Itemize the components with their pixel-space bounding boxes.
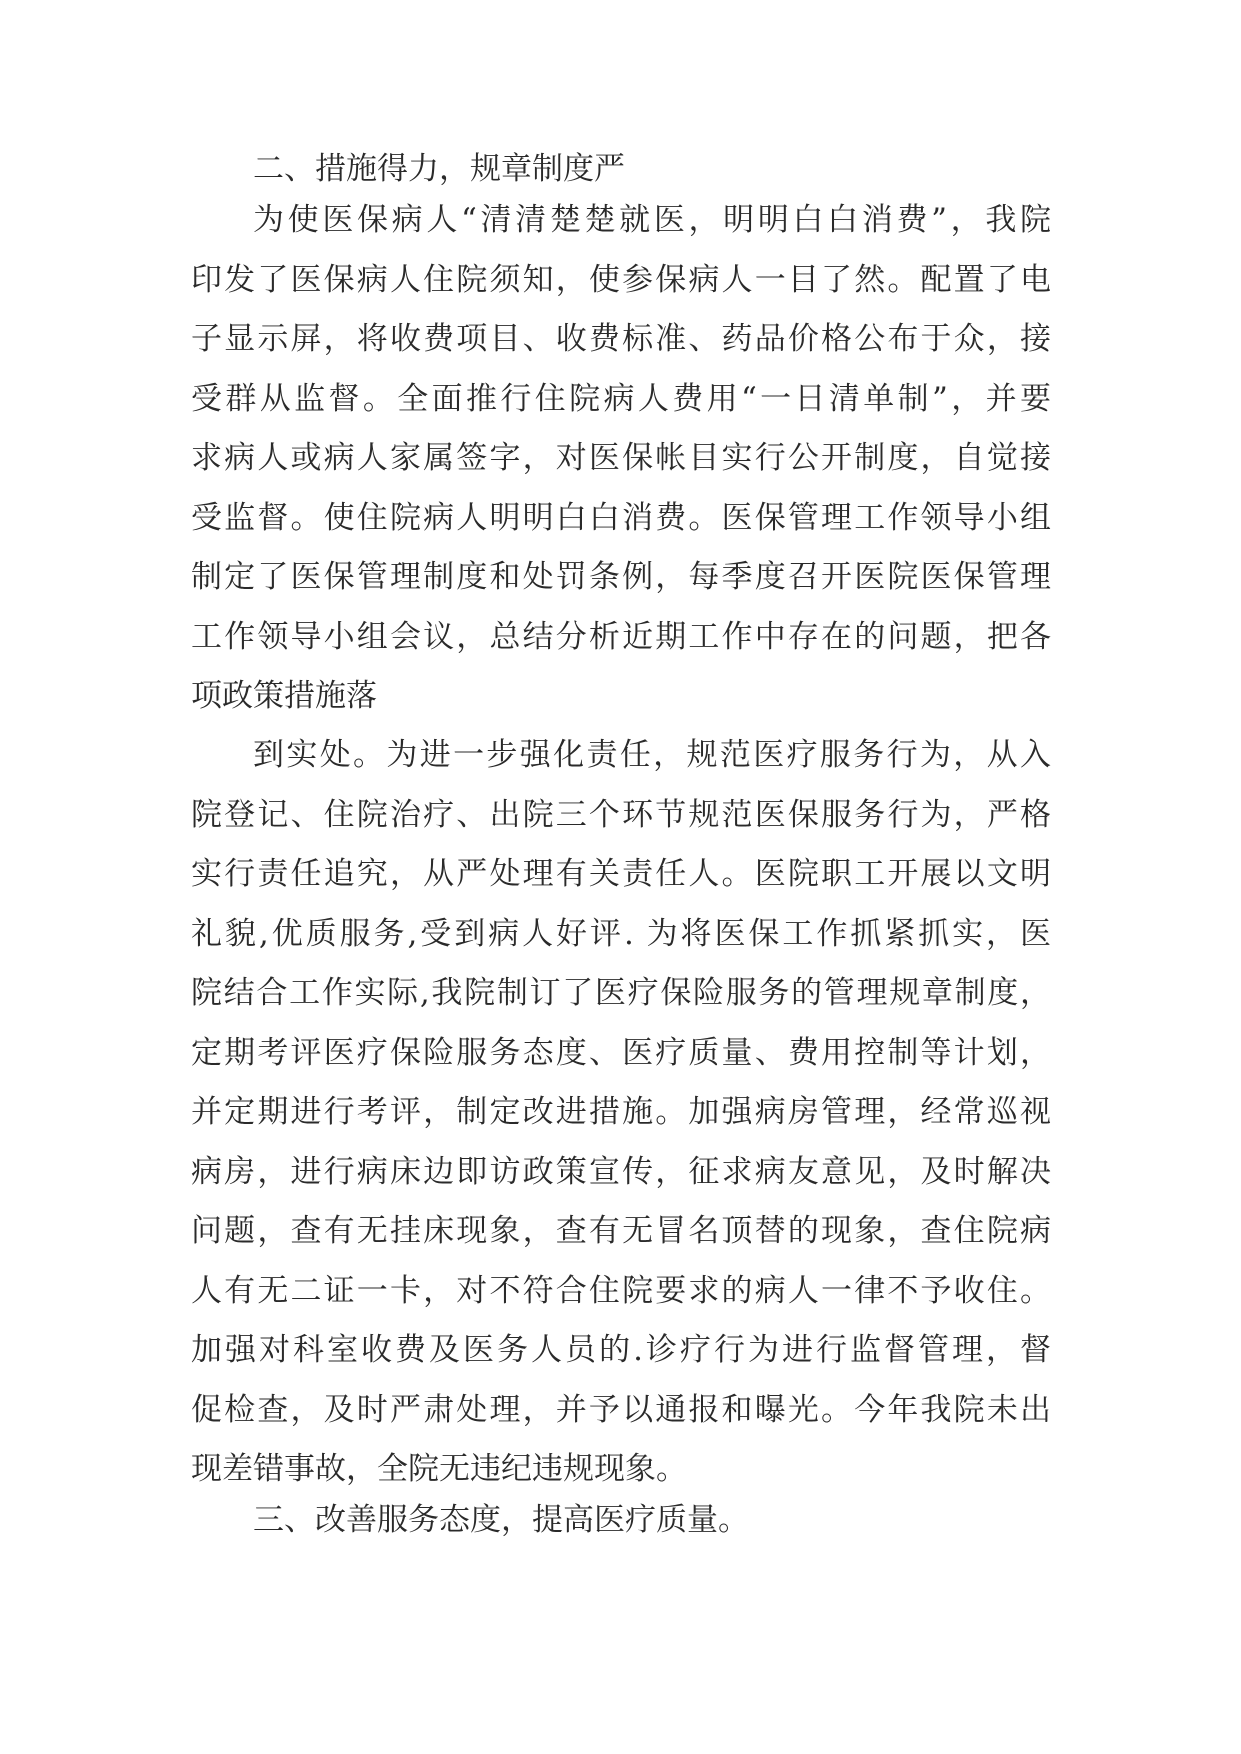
- paragraph-line: 求病人或病人家属签字，对医保帐目实行公开制度，自觉接: [191, 440, 1051, 476]
- paragraph-1: [191, 191, 1051, 727]
- paragraph-line: 受监督。使住院病人明明白白消费。医保管理工作领导小组: [191, 499, 1051, 536]
- paragraph-line: 实行责任追究，从严处理有关责任人。医院职工开展以文明: [191, 856, 1051, 892]
- paragraph-2: [191, 726, 1051, 1500]
- paragraph-line: 为使医保病人“清清楚楚就医，明明白白消费”，我院: [253, 202, 1051, 238]
- paragraph-line: 项政策措施落: [191, 678, 377, 714]
- paragraph-line: 制定了医保管理制度和处罚条例，每季度召开医院医保管理: [191, 559, 1051, 595]
- paragraph-line: 子显示屏，将收费项目、收费标准、药品价格公布于众，接: [191, 321, 1051, 357]
- paragraph-line: 人有无二证一卡，对不符合住院要求的病人一律不予收住。: [191, 1272, 1051, 1309]
- paragraph-line: 并定期进行考评，制定改进措施。加强病房管理，经常巡视: [191, 1094, 1051, 1130]
- paragraph-line: 院登记、住院治疗、出院三个环节规范医保服务行为，严格: [191, 796, 1051, 833]
- paragraph-line: 到实处。为进一步强化责任，规范医疗服务行为，从入: [253, 737, 1051, 773]
- paragraph-line: 院结合工作实际,我院制订了医疗保险服务的管理规章制度，: [191, 975, 1051, 1011]
- paragraph-line: 礼貌,优质服务,受到病人好评. 为将医保工作抓紧抓实，医: [191, 915, 1051, 952]
- paragraph-line: 定期考评医疗保险服务态度、医疗质量、费用控制等计划，: [191, 1034, 1051, 1071]
- paragraph-line: 工作领导小组会议，总结分析近期工作中存在的问题，把各: [191, 618, 1051, 655]
- paragraph-line: 印发了医保病人住院须知，使参保病人一目了然。配置了电: [191, 261, 1051, 298]
- paragraph-line: 病房，进行病床边即访政策宣传，征求病友意见，及时解决: [191, 1153, 1051, 1190]
- paragraph-line: 现差错事故，全院无违纪违规现象。: [191, 1451, 687, 1487]
- section-heading-3: 三、改善服务态度，提高医疗质量。: [253, 1502, 749, 1538]
- paragraph-line: 问题，查有无挂床现象，查有无冒名顶替的现象，查住院病: [191, 1213, 1051, 1249]
- section-heading-2: 二、措施得力，规章制度严: [253, 151, 625, 187]
- paragraph-line: 促检查，及时严肃处理，并予以通报和曝光。今年我院未出: [191, 1391, 1051, 1428]
- paragraph-line: 加强对科室收费及医务人员的.诊疗行为进行监督管理，督: [191, 1332, 1051, 1368]
- paragraph-line: 受群从监督。全面推行住院病人费用“一日清单制”，并要: [191, 380, 1051, 417]
